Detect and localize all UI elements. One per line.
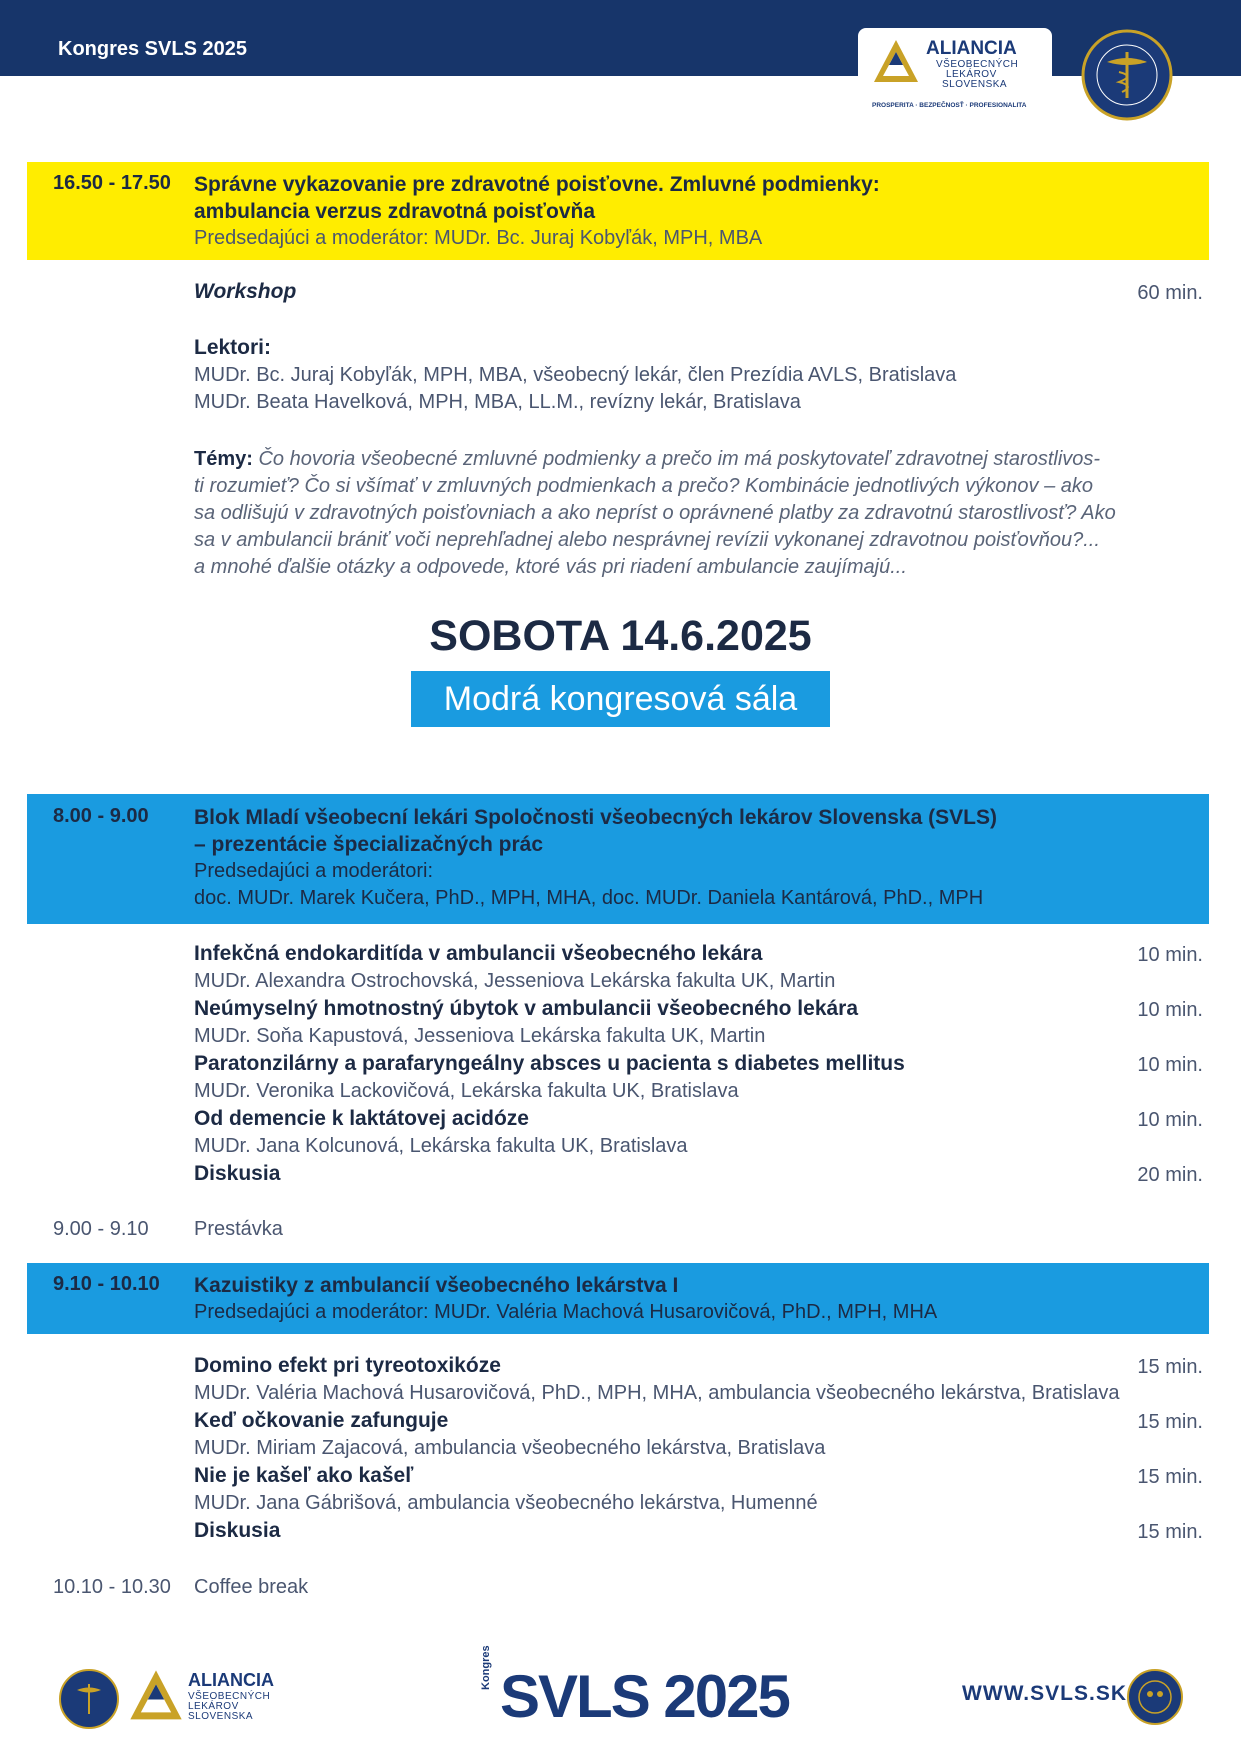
- topics-line: sa odlišujú v zdravotných poisťovniach a ako nepríst o oprávnené platby za zdravotnú starostlivosť? Ako: [194, 502, 1116, 524]
- talk-title: Od demencie k laktátovej acidóze: [194, 1107, 529, 1130]
- lecturer-item: MUDr. Bc. Juraj Kobyľák, MPH, MBA, všeobecný lekár, člen Prezídia AVLS, Bratislava: [194, 364, 957, 386]
- talk-duration: 10 min.: [1137, 1109, 1203, 1131]
- topics-label: Témy:: [194, 448, 253, 470]
- break-time: 9.00 - 9.10: [53, 1218, 149, 1240]
- logo-sub-1: VŠEOBECNÝCH: [188, 1691, 271, 1702]
- svls-seal-icon: [1072, 28, 1182, 122]
- lecturers-label: Lektori:: [194, 336, 272, 359]
- talk-duration: 10 min.: [1137, 1054, 1203, 1076]
- topics-line: ti rozumieť? Čo si všímať v zmluvných podmienkach a prečo? Kombinácie jednotlivých výkonov – ako: [194, 475, 1094, 497]
- logo-tagline: PROSPERITA · BEZPEČNOSŤ · PROFESIONALITA: [872, 102, 1027, 109]
- event-logo: SVLS 2025: [500, 1663, 789, 1730]
- discussion-label: Diskusia: [194, 1519, 281, 1542]
- talk-title: Keď očkovanie zafunguje: [194, 1409, 449, 1432]
- discussion-duration: 15 min.: [1137, 1521, 1203, 1543]
- session-time: 8.00 - 9.00: [53, 805, 149, 827]
- session-band-yellow: [27, 162, 1209, 260]
- session-title-line1: Správne vykazovanie pre zdravotné poisťovne. Zmluvné podmienky:: [194, 173, 880, 196]
- header-title: Kongres SVLS 2025: [58, 38, 247, 60]
- session-title-line2: – prezentácie špecializačných prác: [194, 833, 544, 856]
- talk-author: MUDr. Valéria Machová Husarovičová, PhD., MPH, MHA, ambulancia všeobecného lekárstva, Bratislava: [194, 1382, 1120, 1404]
- session-title-line2: ambulancia verzus zdravotná poisťovňa: [194, 200, 596, 223]
- talk-author: MUDr. Miriam Zajacová, ambulancia všeobecného lekárstva, Bratislava: [194, 1437, 826, 1459]
- logo-sub-1: VŠEOBECNÝCH: [936, 59, 1019, 70]
- kongres-label: Kongres: [480, 1645, 492, 1690]
- session-time: 16.50 - 17.50: [53, 172, 171, 194]
- talk-author: MUDr. Veronika Lackovičová, Lekárska fakulta UK, Bratislava: [194, 1080, 739, 1102]
- talk-duration: 10 min.: [1137, 944, 1203, 966]
- topics-line: sa v ambulancii brániť voči neprehľadnej alebo nesprávnej revízii vykonanej zdravotnou poisťovňou?...: [194, 529, 1100, 551]
- day-title: SOBOTA 14.6.2025: [429, 612, 812, 660]
- session-time: 9.10 - 10.10: [53, 1273, 160, 1295]
- logo-sub-3: SLOVENSKA: [188, 1711, 254, 1722]
- talk-duration: 15 min.: [1137, 1356, 1203, 1378]
- svls-seal-small-icon: [58, 1668, 120, 1730]
- hall-label: Modrá kongresová sála: [411, 671, 830, 727]
- workshop-label: Workshop: [194, 280, 297, 303]
- discussion-duration: 20 min.: [1137, 1164, 1203, 1186]
- break-label: Prestávka: [194, 1218, 283, 1240]
- break-time: 10.10 - 10.30: [53, 1576, 171, 1598]
- session-moderator: Predsedajúci a moderátor: MUDr. Bc. Juraj Kobyľák, MPH, MBA: [194, 227, 763, 249]
- logo-sub-3: SLOVENSKA: [942, 79, 1008, 90]
- break-label: Coffee break: [194, 1576, 309, 1598]
- session-band-blue: [27, 1263, 1209, 1334]
- logo-sub-2: LEKÁROV: [946, 69, 997, 80]
- society-seal-icon: [1126, 1668, 1184, 1726]
- aliancia-logo: [858, 28, 1052, 116]
- talk-title: Paratonzilárny a parafaryngeálny absces u pacienta s diabetes mellitus: [194, 1052, 905, 1075]
- discussion-label: Diskusia: [194, 1162, 281, 1185]
- logo-sub-2: LEKÁROV: [188, 1701, 239, 1712]
- footer-url[interactable]: WWW.SVLS.SK: [962, 1682, 1127, 1705]
- logo-brand: ALIANCIA: [926, 38, 1017, 59]
- talk-duration: 15 min.: [1137, 1466, 1203, 1488]
- aliancia-footer-logo: [128, 1664, 288, 1734]
- aliancia-triangle-icon: [872, 38, 920, 86]
- talk-author: MUDr. Alexandra Ostrochovská, Jesseniova Lekárska fakulta UK, Martin: [194, 970, 836, 992]
- session-moderator-line1: Predsedajúci a moderátori:: [194, 860, 434, 882]
- talk-author: MUDr. Soňa Kapustová, Jesseniova Lekárska fakulta UK, Martin: [194, 1025, 766, 1047]
- topics-block: [194, 446, 1134, 581]
- workshop-duration: 60 min.: [1137, 282, 1203, 304]
- talk-author: MUDr. Jana Gábrišová, ambulancia všeobecného lekárstva, Humenné: [194, 1492, 818, 1514]
- logo-brand: ALIANCIA: [188, 1670, 274, 1690]
- aliancia-triangle-icon: [128, 1668, 184, 1724]
- talk-title: Nie je kašeľ ako kašeľ: [194, 1464, 414, 1487]
- talk-duration: 15 min.: [1137, 1411, 1203, 1433]
- session-title: Kazuistiky z ambulancií všeobecného lekárstva I: [194, 1274, 679, 1297]
- talk-title: Domino efekt pri tyreotoxikóze: [194, 1354, 501, 1377]
- talk-title: Neúmyselný hmotnostný úbytok v ambulancii všeobecného lekára: [194, 997, 859, 1020]
- session-moderator-line2: doc. MUDr. Marek Kučera, PhD., MPH, MHA, doc. MUDr. Daniela Kantárová, PhD., MPH: [194, 887, 984, 909]
- session-title-line1: Blok Mladí všeobecní lekári Spoločnosti všeobecných lekárov Slovenska (SVLS): [194, 806, 997, 829]
- talk-author: MUDr. Jana Kolcunová, Lekárska fakulta UK, Bratislava: [194, 1135, 688, 1157]
- talk-duration: 10 min.: [1137, 999, 1203, 1021]
- session-moderator: Predsedajúci a moderátor: MUDr. Valéria Machová Husarovičová, PhD., MPH, MHA: [194, 1301, 938, 1323]
- session-band-blue: [27, 794, 1209, 924]
- topics-line: a mnohé ďalšie otázky a odpovede, ktoré vás pri riadení ambulancie zaujímajú...: [194, 556, 907, 578]
- topics-line: Čo hovoria všeobecné zmluvné podmienky a prečo im má poskytovateľ zdravotnej starostlivos-: [258, 448, 1101, 470]
- talk-title: Infekčná endokarditída v ambulancii všeobecného lekára: [194, 942, 763, 965]
- lecturer-item: MUDr. Beata Havelková, MPH, MBA, LL.M., revízny lekár, Bratislava: [194, 391, 801, 413]
